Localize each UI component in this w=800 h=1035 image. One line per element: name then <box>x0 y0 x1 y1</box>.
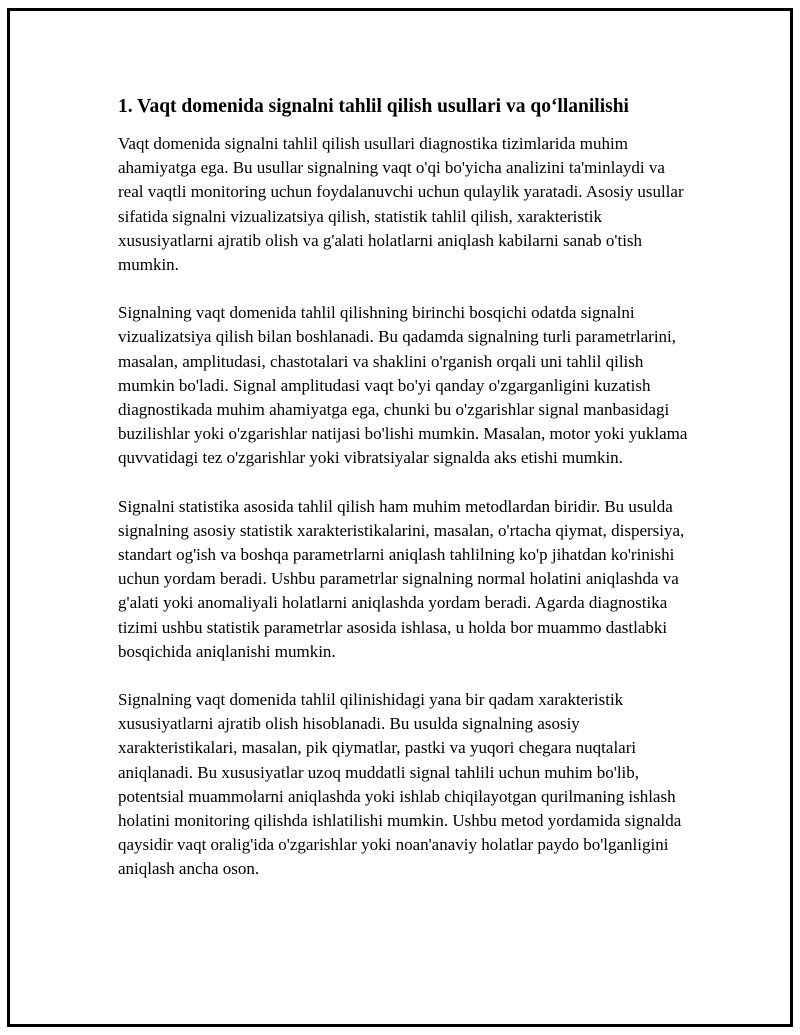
document-body <box>118 94 690 906</box>
paragraph-4: Signalning vaqt domenida tahlil qilinishidagi yana bir qadam xarakteristik xususiyatlarni ajratib olish hisoblanadi. Bu usulda signalning asosiy xarakteristikalari, masalan, pik qiymatlar, pastki va yuqori chegara nuqtalari aniqlanadi. Bu xususiyatlar uzoq muddatli signal tahlili uchun muhim bo'lib, potentsial muammolarni aniqlashda yoki ishlab chiqilayotgan qurilmaning ishlash holatini monitoring qilishda ishlatilishi mumkin. Ushbu metod yordamida signalda qaysidir vaqt oralig'ida o'zgarishlar yoki noan'anaviy holatlar paydo bo'lganligini aniqlash ancha oson. <box>118 690 682 879</box>
paragraph-2: Signalning vaqt domenida tahlil qilishning birinchi bosqichi odatda signalni vizualizatsiya qilish bilan boshlanadi. Bu qadamda signalning turli parametrlarini, masalan, amplitudasi, chastotalari va shaklini o'rganish orqali uni tahlil qilish mumkin bo'ladi. Signal amplitudasi vaqt bo'yi qanday o'zgarganligini kuzatish diagnostikada muhim ahamiyatga ega, chunki bu o'zgarishlar signal manbasidagi buzilishlar yoki o'zgarishlar natijasi bo'lishi mumkin. Masalan, motor yoki yuklama quvvatidagi tez o'zgarishlar yoki vibratsiyalar signalda aks etishi mumkin. <box>118 303 688 468</box>
paragraph-1: Vaqt domenida signalni tahlil qilish usullari diagnostika tizimlarida muhim ahamiyatga ega. Bu usullar signalning vaqt o'qi bo'yicha analizini ta'minlaydi va real vaqtli monitoring uchun foydalanuvchi uchun qulaylik yaratadi. Asosiy usullar sifatida signalni vizualizatsiya qilish, statistik tahlil qilish, xarakteristik xususiyatlarni ajratib olish va g'alati holatlarni aniqlash kabilarni sanab o'tish mumkin. <box>118 134 684 275</box>
paragraph-3: Signalni statistika asosida tahlil qilish ham muhim metodlardan biridir. Bu usulda signalning asosiy statistik xarakteristikalarini, masalan, o'rtacha qiymat, dispersiya, standart og'ish va boshqa parametrlarni aniqlash tahlilning ko'p jihatdan ko'rinishi uchun yordam beradi. Ushbu parametrlar signalning normal holatini aniqlashda va g'alati yoki anomaliyali holatlarni aniqlashda yordam beradi. Agarda diagnostika tizimi ushbu statistik parametrlar asosida ishlasa, u holda bor muammo dastlabki bosqichida aniqlanishi mumkin. <box>118 496 685 661</box>
section-heading: 1. Vaqt domenida signalni tahlil qilish usullari va qo‘llanilishi <box>118 96 629 117</box>
